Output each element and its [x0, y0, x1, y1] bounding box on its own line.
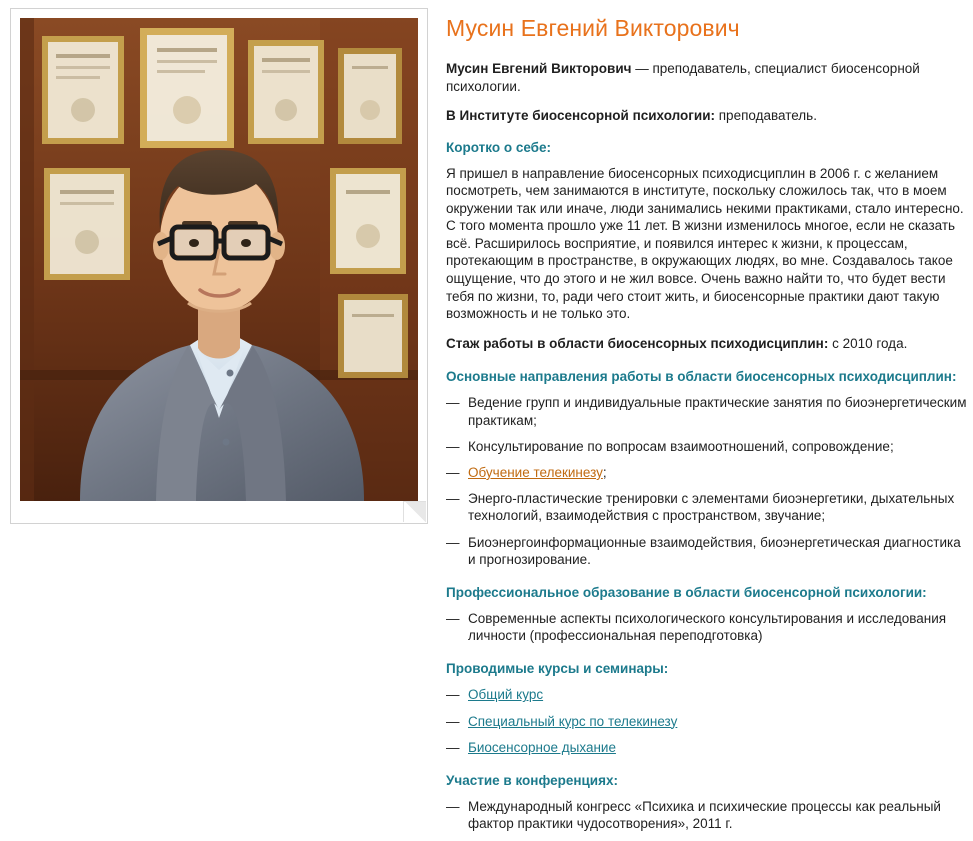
- institute-label: В Институте биосенсорной психологии:: [446, 108, 715, 123]
- intro-role: [446, 60, 967, 95]
- institute-value: преподаватель.: [715, 108, 817, 123]
- profile-content: [432, 8, 973, 841]
- photo-frame: [10, 8, 428, 524]
- list-item: [446, 713, 967, 730]
- list-item: [446, 610, 967, 644]
- link-general-course[interactable]: Общий курс: [468, 687, 544, 703]
- intro-name: Мусин Евгений Викторович: [446, 61, 632, 76]
- person-photo: [20, 18, 418, 501]
- page-title: Мусин Евгений Викторович: [446, 15, 740, 41]
- experience-line: [446, 335, 967, 353]
- education-text: Современные аспекты психологического консультирования и исследования личности (профессиональная переподготовка): [468, 610, 947, 644]
- about-heading: Коротко о себе:: [446, 139, 552, 155]
- list-item: [446, 739, 967, 756]
- about-text: Я пришел в направление биосенсорных психодисциплин в 2006 г. с желанием посмотреть, чем занимаются в институте, поскольку сложилось так, что в моем окружении так или иначе, люди занимались некими практиками, стало интересно. С того момента прошло уже 11 лет. В жизни изменилось многое, если не сказать всё. Расширилось восприятие, и появился интерес к жизни, к процессам, протекающим в пространстве, в окружающих людях, во мне. Создавалось такое ощущение, что до этого и не жил вовсе. Очень важно найти то, что будет вести тебя по жизни, то, ради чего стоит жить, и биосенсорные практики дают такую возможность и не только это.: [446, 165, 964, 322]
- education-list: [446, 610, 967, 644]
- conferences-list: [446, 798, 967, 832]
- directions-heading: Основные направления работы в области биосенсорных психодисциплин:: [446, 369, 957, 385]
- direction-text: Биоэнергоинформационные взаимодействия, биоэнергетическая диагностика и прогнозирование.: [468, 534, 961, 567]
- conferences-heading: Участие в конференциях:: [446, 772, 618, 788]
- link-biosensory-breathing[interactable]: Биосенсорное дыхание: [468, 739, 616, 755]
- direction-text: Консультирование по вопросам взаимоотношений, сопровождение;: [468, 438, 894, 454]
- courses-list: [446, 686, 967, 756]
- education-heading: Профессиональное образование в области биосенсорной психологии:: [446, 584, 927, 600]
- conference-text: Международный конгресс «Психика и психические процессы как реальный фактор практики чудосотворения», 2011 г.: [468, 798, 941, 832]
- list-item: [446, 490, 967, 524]
- list-item: [446, 534, 967, 568]
- intro-role-text: — преподаватель, специалист биосенсорной психологии.: [446, 61, 920, 94]
- list-item: [446, 798, 967, 832]
- list-item: [446, 464, 967, 481]
- experience-label: Стаж работы в области биосенсорных психодисциплин:: [446, 335, 829, 351]
- direction-text: Энерго-пластические тренировки с элементами биоэнергетики, дыхательных технологий, взаимодействия с пространством, звучание;: [468, 491, 955, 524]
- list-item: [446, 438, 967, 455]
- link-telekinesis-training[interactable]: Обучение телекинезу: [468, 464, 603, 480]
- list-item: [446, 394, 967, 428]
- intro-institute: [446, 107, 967, 125]
- list-item: [446, 686, 967, 703]
- link-special-telekinesis-course[interactable]: Специальный курс по телекинезу: [468, 713, 678, 729]
- directions-list: [446, 394, 967, 568]
- frame-corner-fold: [403, 501, 426, 522]
- experience-value: с 2010 года.: [828, 335, 908, 351]
- direction-text: Ведение групп и индивидуальные практические занятия по биоэнергетическим практикам;: [468, 395, 967, 428]
- photo-column: [0, 8, 432, 841]
- direction-suffix: ;: [602, 464, 607, 480]
- courses-heading: Проводимые курсы и семинары:: [446, 661, 669, 677]
